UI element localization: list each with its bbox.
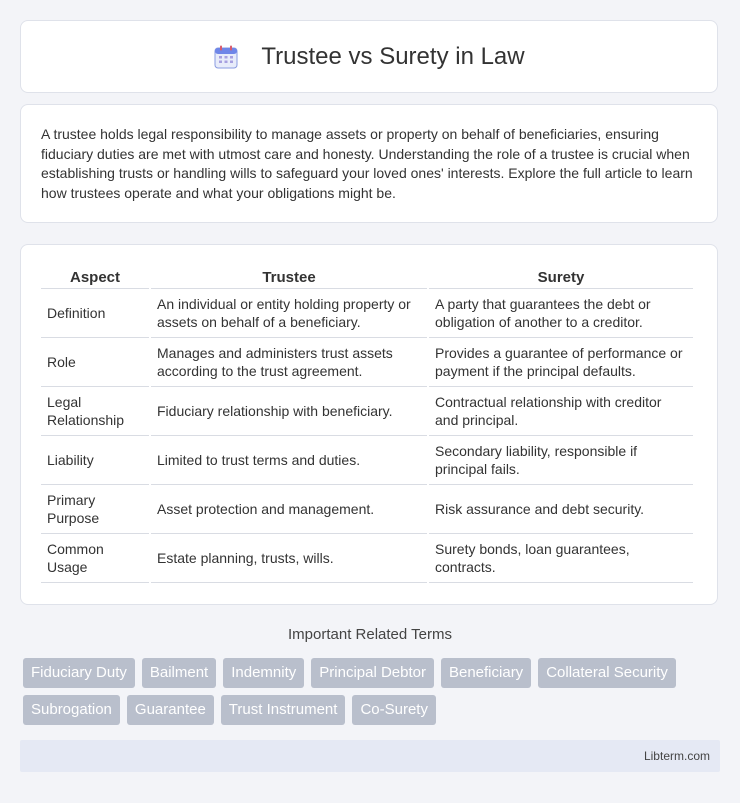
surety-cell: Provides a guarantee of performance or payment if the principal defaults. [429, 338, 693, 387]
trustee-cell: An individual or entity holding property or assets on behalf of a beneficiary. [151, 289, 427, 338]
trustee-cell: Asset protection and management. [151, 485, 427, 534]
related-term-tag[interactable]: Trust Instrument [221, 695, 346, 725]
related-term-tag[interactable]: Co-Surety [352, 695, 436, 725]
related-term-tag[interactable]: Bailment [142, 658, 216, 688]
related-term-tag[interactable]: Subrogation [23, 695, 120, 725]
table-row [41, 436, 693, 485]
trustee-cell: Estate planning, trusts, wills. [151, 534, 427, 583]
aspect-cell: Legal Relationship [41, 387, 149, 436]
aspect-cell: Definition [41, 289, 149, 338]
surety-cell: Secondary liability, responsible if principal fails. [429, 436, 693, 485]
aspect-cell: Role [41, 338, 149, 387]
header-aspect: Aspect [41, 263, 149, 289]
surety-cell: A party that guarantees the debt or obligation of another to a creditor. [429, 289, 693, 338]
trustee-cell: Fiduciary relationship with beneficiary. [151, 387, 427, 436]
comparison-card [20, 244, 718, 605]
trustee-cell: Limited to trust terms and duties. [151, 436, 427, 485]
aspect-cell: Common Usage [41, 534, 149, 583]
footer [20, 740, 720, 772]
related-term-tag[interactable]: Guarantee [127, 695, 214, 725]
surety-cell: Surety bonds, loan guarantees, contracts. [429, 534, 693, 583]
related-term-tag[interactable]: Fiduciary Duty [23, 658, 135, 688]
intro-paragraph: A trustee holds legal responsibility to manage assets or property on behalf of beneficiaries, ensuring fiduciary duties are met with utmost care and honesty. Understanding the role of a trustee is crucial when establishing trusts or handling wills to safeguard your loved ones' interests. Explore the full article to learn how trustees operate and what your obligations might be. [41, 126, 693, 201]
related-terms-list [23, 658, 723, 732]
surety-cell: Contractual relationship with creditor and principal. [429, 387, 693, 436]
intro-card [20, 104, 718, 223]
related-term-tag[interactable]: Beneficiary [441, 658, 531, 688]
page-title-text: Trustee vs Surety in Law [261, 42, 525, 70]
table-row [41, 289, 693, 338]
comparison-table [39, 263, 695, 583]
page-title [213, 43, 524, 71]
table-row [41, 338, 693, 387]
related-term-tag[interactable]: Indemnity [223, 658, 304, 688]
related-term-tag[interactable]: Collateral Security [538, 658, 676, 688]
table-row [41, 534, 693, 583]
table-header-row [41, 263, 693, 289]
aspect-cell: Primary Purpose [41, 485, 149, 534]
calendar-icon [213, 44, 239, 70]
table-row [41, 485, 693, 534]
related-term-tag[interactable]: Principal Debtor [311, 658, 434, 688]
table-row [41, 387, 693, 436]
header-trustee: Trustee [151, 263, 427, 289]
related-terms-title: Important Related Terms [288, 626, 452, 643]
aspect-cell: Liability [41, 436, 149, 485]
footer-site-link[interactable]: Libterm.com [643, 749, 710, 763]
surety-cell: Risk assurance and debt security. [429, 485, 693, 534]
trustee-cell: Manages and administers trust assets according to the trust agreement. [151, 338, 427, 387]
header-surety: Surety [429, 263, 693, 289]
title-card [20, 20, 718, 93]
